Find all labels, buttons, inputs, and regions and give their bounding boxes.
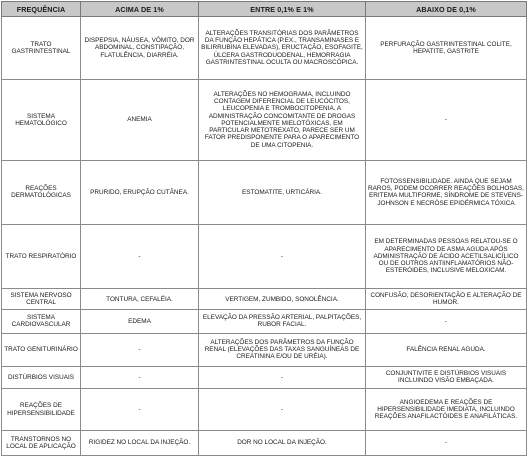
below-cell: ANGIOEDEMA E REAÇÕES DE HIPERSENSIBILIDADE IMEDIATA, INCLUINDO REAÇÕES ANAFILACTÓIDES E ANAFILÁTICAS. — [366, 389, 527, 431]
above-1-cell: DISPEPSIA, NÁUSEA, VÔMITO, DOR ABDOMINAL, CONSTIPAÇÃO, FLATULÊNCIA, DIARRÉIA. — [81, 17, 199, 80]
system-cell: TRANSTORNOS NO LOCAL DE APLICAÇÃO — [2, 431, 81, 456]
above-1-cell: - — [81, 389, 199, 431]
system-cell: DISTÚRBIOS VISUAIS — [2, 366, 81, 389]
system-cell: SISTEMA NERVOSO CENTRAL — [2, 289, 81, 310]
between-cell: ALTERAÇÕES DOS PARÂMETROS DA FUNÇÃO RENAL (ELEVAÇÕES DAS TAXAS SANGUÍNEAS DE CREATININA E/OU DE URÉIA). — [199, 333, 366, 366]
between-cell: VERTIGEM, ZUMBIDO, SONOLÊNCIA. — [199, 289, 366, 310]
system-cell: TRATO GENITURINÁRIO — [2, 333, 81, 366]
table-row — [2, 366, 527, 389]
table-row — [2, 160, 527, 224]
below-cell: FALÊNCIA RENAL AGUDA. — [366, 333, 527, 366]
table-row — [2, 79, 527, 160]
header-above-1-percent: ACIMA DE 1% — [81, 2, 199, 17]
above-1-cell: PRURIDO, ERUPÇÃO CUTÂNEA. — [81, 160, 199, 224]
below-cell: FOTOSSENSIBILIDADE. AINDA QUE SEJAM RAROS, PODEM OCORRER REAÇÕES BOLHOSAS, ERITEMA MULTIFORME, SÍNDROME DE STEVENS-JOHNSON E NECRÓSE EPIDÉRMICA TÓXICA — [366, 160, 527, 224]
below-cell: CONJUNTIVITE E DISTÚRBIOS VISUAIS INCLUINDO VISÃO EMBAÇADA. — [366, 366, 527, 389]
below-cell: EM DETERMINADAS PESSOAS RELATOU-SE O APARECIMENTO DE ASMA AGUDA APÓS ADMINISTRAÇÃO DE ÁCIDO ACETILSALICÍLICO OU DE OUTROS ANTIINFLAMATÓRIOS NÃO-ESTERÓIDES, INCLUSIVE MELOXICAM. — [366, 224, 527, 289]
above-1-cell: - — [81, 333, 199, 366]
between-cell: - — [199, 224, 366, 289]
table-row — [2, 289, 527, 310]
above-1-cell: RIGIDEZ NO LOCAL DA INJEÇÃO. — [81, 431, 199, 456]
table-row — [2, 389, 527, 431]
system-cell: REAÇÕES DE HIPERSENSIBILIDADE — [2, 389, 81, 431]
table-row — [2, 333, 527, 366]
system-cell: SISTEMA CARDIOVASCULAR — [2, 309, 81, 333]
below-cell: - — [366, 79, 527, 160]
adverse-reactions-table — [1, 1, 527, 456]
between-cell: ESTOMATITE, URTICÁRIA. — [199, 160, 366, 224]
between-cell: - — [199, 389, 366, 431]
above-1-cell: ANEMIA — [81, 79, 199, 160]
header-below-0-1-percent: ABAIXO DE 0,1% — [366, 2, 527, 17]
table-row — [2, 431, 527, 456]
above-1-cell: - — [81, 366, 199, 389]
between-cell: ALTERAÇÕES TRANSITÓRIAS DOS PARÂMETROS DA FUNÇÃO HEPÁTICA (P.EX., TRANSAMINASES E BILIRRUBINA ELEVADAS), ERUCTAÇÃO, ESOFAGITE, ÚLCERA GASTRODUODENAL, HEMORRAGIA GASTRINTESTINAL OCULTA OU MACROSCÓPICA. — [199, 17, 366, 80]
system-cell: TRATO GASTRINTESTINAL — [2, 17, 81, 80]
table-row — [2, 224, 527, 289]
table-row — [2, 17, 527, 80]
header-frequency: FREQUÊNCIA — [2, 2, 81, 17]
below-cell: CONFUSÃO, DESORIENTAÇÃO E ALTERAÇÃO DE HUMOR. — [366, 289, 527, 310]
between-cell: DOR NO LOCAL DA INJEÇÃO. — [199, 431, 366, 456]
table-row — [2, 309, 527, 333]
above-1-cell: - — [81, 224, 199, 289]
between-cell: ELEVAÇÃO DA PRESSÃO ARTERIAL, PALPITAÇÕES, RUBOR FACIAL. — [199, 309, 366, 333]
above-1-cell: EDEMA — [81, 309, 199, 333]
between-cell: - — [199, 366, 366, 389]
table-header-row — [2, 2, 527, 17]
between-cell: ALTERAÇÕES NO HEMOGRAMA, INCLUINDO CONTAGEM DIFERENCIAL DE LEUCÓCITOS, LEUCOPENIA E TROMBOCITOPENIA. A ADMINISTRAÇÃO CONCOMITANTE DE DROGAS POTENCIALMENTE MIELOTÓXICAS, EM PARTICULAR METOTREXATO, PARECE SER UM FATOR PREDISPONENTE PARA O APARECIMENTO DE UMA CITOPENIA. — [199, 79, 366, 160]
system-cell: REAÇÕES DERMATOLÓGICAS — [2, 160, 81, 224]
system-cell: TRATO RESPIRATÓRIO — [2, 224, 81, 289]
below-cell: PERFURAÇÃO GASTRINTESTINAL COLITE, HEPATITE, GASTRITE — [366, 17, 527, 80]
below-cell: - — [366, 431, 527, 456]
above-1-cell: TONTURA, CEFALÉIA. — [81, 289, 199, 310]
system-cell: SISTEMA HEMATOLÓGICO — [2, 79, 81, 160]
below-cell: - — [366, 309, 527, 333]
header-between-0-1-and-1-percent: ENTRE 0,1% E 1% — [199, 2, 366, 17]
